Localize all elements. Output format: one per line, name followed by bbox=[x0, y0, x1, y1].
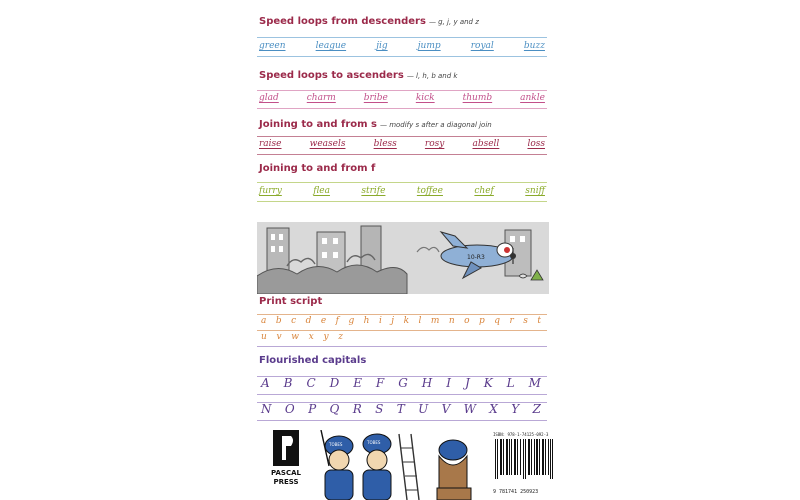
practice-word: chef bbox=[474, 186, 494, 196]
letter: t bbox=[537, 316, 541, 326]
practice-word: green bbox=[259, 41, 286, 51]
practice-word: jump bbox=[417, 41, 441, 51]
practice-word: kick bbox=[415, 93, 435, 103]
practice-word: buzz bbox=[523, 41, 545, 51]
letter: J bbox=[464, 376, 470, 390]
letter: P bbox=[308, 402, 317, 416]
practice-word: strife bbox=[361, 186, 386, 196]
publisher-logo bbox=[265, 430, 307, 492]
letter: X bbox=[489, 402, 498, 416]
book-back-cover bbox=[245, 0, 557, 500]
letter: G bbox=[398, 376, 408, 390]
practice-words-ascenders bbox=[259, 93, 545, 103]
letter: z bbox=[338, 332, 343, 342]
guide-line bbox=[257, 182, 547, 183]
practice-word: ankle bbox=[520, 93, 545, 103]
cartoon-illustration bbox=[257, 222, 549, 294]
letter: W bbox=[463, 402, 476, 416]
practice-word: bribe bbox=[363, 93, 388, 103]
practice-word: bless bbox=[373, 139, 397, 149]
letter: Q bbox=[329, 402, 340, 416]
isbn-barcode bbox=[493, 432, 555, 498]
practice-word: sniff bbox=[525, 186, 545, 196]
letter: q bbox=[494, 316, 501, 326]
isbn-label: ISBN: 978-1-74125-092-3 bbox=[493, 432, 549, 437]
letter: m bbox=[430, 316, 440, 326]
letter: v bbox=[276, 332, 282, 342]
letter: F bbox=[375, 376, 385, 390]
guide-line bbox=[257, 330, 547, 331]
letter: Z bbox=[532, 402, 541, 416]
guide-line bbox=[257, 154, 547, 155]
letter: g bbox=[348, 316, 355, 326]
letter: N bbox=[261, 402, 272, 416]
letter: D bbox=[329, 376, 340, 390]
guide-line bbox=[257, 56, 547, 57]
guide-line bbox=[257, 201, 547, 202]
print-script-row-2 bbox=[261, 332, 343, 342]
letter: M bbox=[528, 376, 541, 390]
helmet-label: TOBES bbox=[367, 440, 381, 445]
practice-word: league bbox=[315, 41, 347, 51]
practice-word: rosy bbox=[424, 139, 445, 149]
letter: R bbox=[352, 402, 362, 416]
practice-word: toffee bbox=[416, 186, 443, 196]
letter: k bbox=[403, 316, 410, 326]
letter: d bbox=[305, 316, 312, 326]
section-title-f-join: Joining to and from f bbox=[259, 163, 376, 174]
letter: U bbox=[418, 402, 429, 416]
practice-word: loss bbox=[527, 139, 545, 149]
city-plane-illustration bbox=[257, 222, 549, 294]
pascal-press-logo-icon bbox=[273, 430, 299, 466]
guide-line bbox=[257, 346, 547, 347]
letter: l bbox=[418, 316, 422, 326]
practice-words-s-join bbox=[259, 139, 545, 149]
letter: O bbox=[284, 402, 295, 416]
letter: s bbox=[523, 316, 528, 326]
guide-line bbox=[257, 90, 547, 91]
letter: u bbox=[261, 332, 267, 342]
barcode-bars bbox=[493, 437, 555, 485]
plane-label: 10-R3 bbox=[467, 254, 485, 261]
capitals-row-1 bbox=[261, 376, 541, 390]
practice-word: thumb bbox=[462, 93, 493, 103]
letter: x bbox=[308, 332, 314, 342]
section-title-capitals: Flourished capitals bbox=[259, 355, 367, 366]
letter: b bbox=[275, 316, 282, 326]
letter: p bbox=[479, 316, 485, 326]
practice-word: absell bbox=[472, 139, 500, 149]
letter: w bbox=[291, 332, 299, 342]
guide-line bbox=[257, 314, 547, 315]
letter: i bbox=[378, 316, 382, 326]
practice-word: jig bbox=[376, 41, 388, 51]
letter: e bbox=[320, 316, 327, 326]
guide-line bbox=[257, 420, 547, 421]
guide-line bbox=[257, 37, 547, 38]
letter: T bbox=[396, 402, 405, 416]
section-title-s-join: Joining to and from s — modify s after a diagonal join bbox=[259, 119, 492, 130]
letter: j bbox=[391, 316, 395, 326]
guide-line bbox=[257, 394, 547, 395]
practice-word: royal bbox=[470, 41, 494, 51]
letter: r bbox=[509, 316, 514, 326]
letter: Y bbox=[511, 402, 520, 416]
letter: L bbox=[506, 376, 515, 390]
letter: S bbox=[375, 402, 384, 416]
guide-line bbox=[257, 108, 547, 109]
cartoon-characters bbox=[311, 430, 479, 500]
letter: V bbox=[441, 402, 451, 416]
guide-line bbox=[257, 136, 547, 137]
practice-word: flea bbox=[313, 186, 330, 196]
section-title-print-script: Print script bbox=[259, 296, 323, 307]
isbn-number: 9 781741 250923 bbox=[493, 489, 539, 495]
practice-words-f-join bbox=[259, 186, 545, 196]
section-title-descenders: Speed loops from descenders — g, j, y and z bbox=[259, 16, 479, 27]
letter: o bbox=[464, 316, 470, 326]
letter: A bbox=[261, 376, 270, 390]
letter: B bbox=[283, 376, 293, 390]
letter: E bbox=[353, 376, 362, 390]
letter: C bbox=[306, 376, 316, 390]
practice-word: glad bbox=[259, 93, 279, 103]
practice-word: weasels bbox=[309, 139, 346, 149]
letter: f bbox=[335, 316, 339, 326]
letter: I bbox=[446, 376, 451, 390]
letter: n bbox=[448, 316, 455, 326]
letter: y bbox=[323, 332, 329, 342]
practice-word: raise bbox=[259, 139, 282, 149]
letter: K bbox=[483, 376, 493, 390]
practice-words-descenders bbox=[259, 41, 545, 51]
letter: H bbox=[421, 376, 433, 390]
print-script-row-1 bbox=[261, 316, 541, 326]
helmet-label: TOBES bbox=[329, 442, 343, 447]
letter: h bbox=[363, 316, 370, 326]
letter: c bbox=[291, 316, 297, 326]
letter: a bbox=[261, 316, 267, 326]
publisher-name: PASCAL PRESS bbox=[271, 469, 301, 486]
practice-word: charm bbox=[306, 93, 336, 103]
practice-word: furry bbox=[259, 186, 282, 196]
section-title-ascenders: Speed loops to ascenders — l, h, b and k bbox=[259, 70, 458, 81]
capitals-row-2 bbox=[261, 402, 541, 416]
